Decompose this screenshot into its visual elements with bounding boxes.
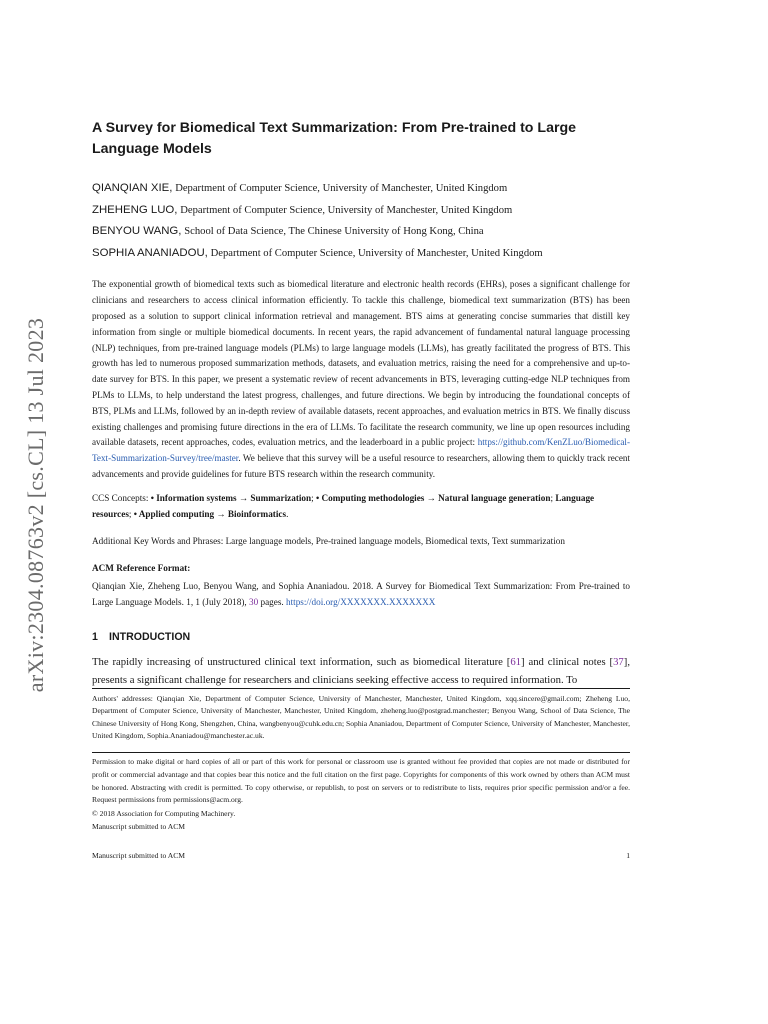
ccs-concept: • Information systems → Summarization — [150, 492, 312, 503]
author-addresses: Authors' addresses: Qianqian Xie, Department of Computer Science, University of Manchester, Manchester, United Kingdom, xqq.sincere@gmail.com; Zheheng Luo, Department of Computer Science, University of Manchester, Manchester, United Kingdom, zheheng.luo@postgrad.manchester; Benyou Wang, School of Data Science, The Chinese University of Hong Kong, Shengzhen, China, wangbenyou@cuhk.edu.cn; Sophia Ananiadou, Department of Computer Science, University of Manchester, Manchester, United Kingdom, Sophia.Ananiadou@manchester.ac.uk. — [92, 694, 630, 741]
author-entry — [92, 178, 630, 200]
arxiv-id-label: arXiv:2304.08763v2 [cs.CL] 13 Jul 2023 — [23, 317, 48, 693]
ccs-end: . — [286, 508, 289, 519]
abstract-text-end: . We believe that this survey will be a useful resource to researchers, allowing them to quickly track recent advancements and provide guidelines for future BTS research within the research community. — [92, 453, 630, 479]
section-title: INTRODUCTION — [109, 631, 191, 644]
page-number: 1 — [626, 851, 630, 860]
author-entry — [92, 221, 630, 243]
paper-title: A Survey for Biomedical Text Summarization: From Pre-trained to Large Language Models — [92, 120, 577, 157]
citation-link[interactable]: 37 — [613, 656, 624, 669]
author-affiliation: Department of Computer Science, University of Manchester, United Kingdom — [175, 183, 508, 194]
acm-reference-heading: ACM Reference Format: — [92, 563, 191, 574]
paper-body — [92, 118, 630, 689]
section-heading — [92, 630, 630, 644]
ccs-concept: Language resources — [92, 492, 595, 519]
author-entry — [92, 200, 630, 222]
copyright-line: © 2018 Association for Computing Machinery. — [92, 809, 236, 819]
ccs-separator: ; — [311, 492, 316, 503]
author-affiliation: Department of Computer Science, University of Manchester, United Kingdom — [210, 247, 543, 259]
acm-reference-text: Qianqian Xie, Zheheng Luo, Benyou Wang, and Sophia Ananiadou. 2018. A Survey for Biomedical Text Summarization: From Pre-trained to Large Language Models. 1, 1 (July 2018), — [92, 581, 630, 608]
ccs-concept: • Applied computing → Bioinformatics — [133, 508, 287, 519]
author-name: BENYOU WANG, — [92, 225, 182, 238]
permission-text: Permission to make digital or hard copies of all or part of this work for personal or classroom use is granted without fee provided that copies are not made or distributed for profit or commercial advantage and that copies bear this notice and the full citation on the first page. Copyrights for components of this work owned by others than ACM must be honored. Abstracting with credit is permitted. To copy otherwise, or republish, to post on servers or to redistribute to lists, requires prior specific permission and/or a fee. Request permissions from permissions@acm.org. — [92, 757, 630, 805]
section-number: 1 — [92, 631, 98, 644]
citation-link[interactable]: 61 — [510, 656, 522, 669]
page-count-link[interactable]: 30 — [249, 597, 259, 608]
author-affiliation: Department of Computer Science, University of Manchester, United Kingdom — [180, 204, 513, 216]
abstract-text: The exponential growth of biomedical texts such as biomedical literature and electronic health records (EHRs), poses a significant challenge for clinicians and researchers to access clinical information efficiently. To tackle this challenge, biomedical text summarization (BTS) has been proposed as a solution to support clinical information retrieval and management. BTS aims at generating concise summaries that distill key information from single or multiple biomedical documents. In recent years, the rapid advancement of fundamental natural language processing (NLP) techniques, from pre-trained language models (PLMs) to large language models (LLMs), has greatly facilitated the progress of BTS. This growth has led to numerous proposed summarization methods, datasets, and evaluation metrics, raising the need for a comprehensive and up-to-date survey for BTS. In this paper, we present a systematic review of recent advancements in BTS, leveraging cutting-edge NLP techniques from PLMs to LLMs, to help understand the latest progress, challenges, and future directions. We begin by introducing the foundational concepts of BTS, PLMs and LLMs, followed by an in-depth review of available datasets, recent approaches, and evaluation metrics in BTS. We finally discuss existing challenges and promising future directions in the era of LLMs. To facilitate the research community, we line up open resources including available datasets, recent approaches, codes, evaluation metrics, and the leaderboard in a public project: — [92, 279, 630, 448]
ccs-concepts — [92, 491, 630, 523]
intro-text: ] and clinical notes [ — [521, 656, 614, 669]
author-footnote — [92, 688, 630, 743]
author-affiliation: School of Data Science, The Chinese University of Hong Kong, China — [184, 226, 484, 238]
doi-link[interactable]: https://doi.org/XXXXXXX.XXXXXXX — [286, 597, 436, 608]
ccs-separator: ; — [128, 508, 134, 519]
author-name: QIANQIAN XIE, — [92, 182, 173, 194]
ccs-concept: • Computing methodologies → Natural language generation — [316, 492, 551, 503]
intro-text: ], presents a significant challenge for researchers and clinicians seeking effective access to required information. To — [92, 656, 630, 686]
author-list — [92, 178, 630, 264]
arxiv-stamp — [18, 285, 54, 725]
author-name: SOPHIA ANANIADOU, — [92, 246, 208, 259]
intro-paragraph — [92, 654, 630, 689]
permission-block — [92, 752, 630, 833]
acm-reference — [92, 578, 630, 610]
ccs-separator: ; — [550, 492, 556, 503]
author-name: ZHEHENG LUO, — [92, 203, 178, 216]
acm-reference-pages-suffix: pages. — [258, 597, 287, 608]
footer-left: Manuscript submitted to ACM — [92, 851, 186, 860]
page-footer — [92, 851, 630, 860]
project-link[interactable]: https://github.com/KenZLuo/Biomedical-Text-Summarization-Survey/tree/master — [92, 437, 631, 464]
author-entry — [92, 243, 630, 265]
manuscript-note: Manuscript submitted to ACM — [92, 822, 186, 832]
intro-text: The rapidly increasing of unstructured clinical text information, such as biomedical literature [ — [92, 656, 511, 669]
keywords: Additional Key Words and Phrases: Large language models, Pre-trained language models, Biomedical texts, Text summarization — [92, 536, 565, 547]
ccs-label: CCS Concepts: — [92, 492, 151, 503]
abstract — [92, 277, 630, 482]
